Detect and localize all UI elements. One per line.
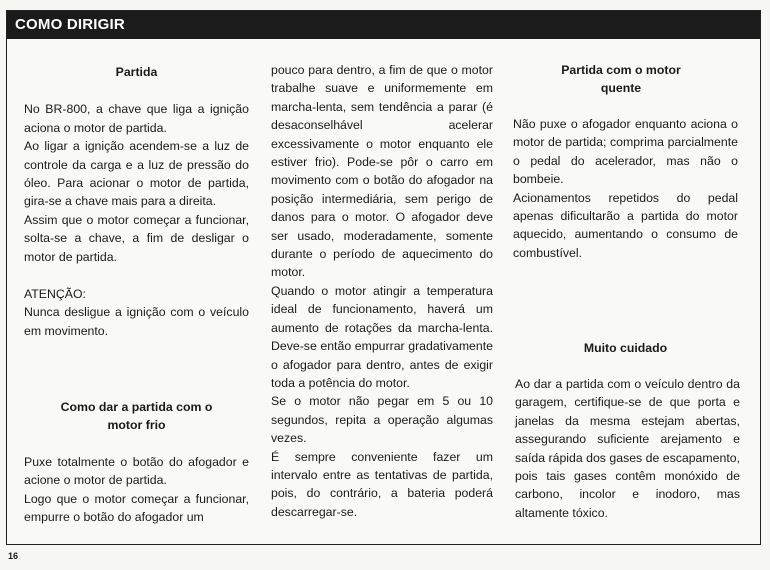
paragraph: Ao dar a partida com o veículo dentro da garagem, certifique-se de que porta e janelas da mesma estejam abertas, assegurando suficiente arejamento e saída rápida dos gases de escapamento, pois tais gases contêm monóxido de carbono, incolor e inodoro, mas altamente tóxico. [515, 377, 740, 520]
paragraph: Puxe totalmente o botão do afogador e acione o motor de partida. [24, 455, 249, 488]
column-left-lower [24, 453, 249, 527]
heading-muito-cuidado-block [513, 339, 738, 357]
paragraph: Assim que o motor começar a funcionar, solta-se a chave, a fim de desligar o motor de partida. [24, 212, 249, 264]
page-number: 16 [8, 551, 19, 561]
paragraph: É sempre conveniente fazer um intervalo entre as tentativas de partida, pois, do contrário, a bateria poderá descarregar-se. [271, 449, 493, 519]
heading-motor-frio-block [54, 398, 219, 435]
section-header-bar [7, 11, 760, 39]
paragraph: Se o motor não pegar em 5 ou 10 segundos, repita a operação algumas vezes. [271, 394, 493, 446]
column-middle [271, 61, 493, 521]
column-left [24, 63, 249, 340]
paragraph: Não puxe o afogador enquanto aciona o motor de partida; comprima parcialmente o pedal do acelerador, mas não o bombeie. [513, 117, 738, 187]
heading-motor-frio: Como dar a partida com o motor frio [60, 400, 213, 433]
attention-text: Nunca desligue a ignição com o veículo em movimento. [24, 305, 249, 338]
attention-label: ATENÇÃO: [24, 287, 86, 302]
paragraph: pouco para dentro, a fim de que o motor trabalhe suave e uniformemente em marcha-lenta, sem tendência a parar (é desaconselhável acelerar excessivamente o motor enquanto ele estiver frio). Pode-se pôr o carro em movimento com o botão do afogador na posição intermediária, sem perigo de danos para o motor. O afogador deve ser usado, moderadamente, somente durante o período de aquecimento do motor. [271, 63, 493, 280]
heading-motor-quente: Partida com o motor quente [561, 63, 681, 96]
column-right-lower [515, 375, 740, 522]
heading-partida: Partida [115, 65, 158, 79]
paragraph: Logo que o motor começar a funcionar, empurre o botão do afogador um [24, 491, 249, 525]
paragraph: Ao ligar a ignição acendem-se a luz de controle da carga e a luz de pressão do óleo. Para acionar o motor de partida, gira-se a chave mais para a direita. [24, 139, 249, 209]
paragraph: Acionamentos repetidos do pedal apenas dificultarão a partida do motor aquecido, aumentando o consumo de combustível. [513, 190, 738, 260]
heading-motor-quente-block [546, 61, 696, 98]
section-title: COMO DIRIGIR [15, 16, 125, 33]
paragraph: No BR-800, a chave que liga a ignição aciona o motor de partida. [24, 102, 249, 135]
column-right [513, 115, 738, 262]
heading-muito-cuidado: Muito cuidado [583, 341, 668, 355]
paragraph: Quando o motor atingir a temperatura ideal de funcionamento, haverá um aumento de rotações da marcha-lenta. Deve-se então empurrar gradativamente o afogador para dentro, antes de exigir toda a potência do motor. [271, 283, 493, 390]
